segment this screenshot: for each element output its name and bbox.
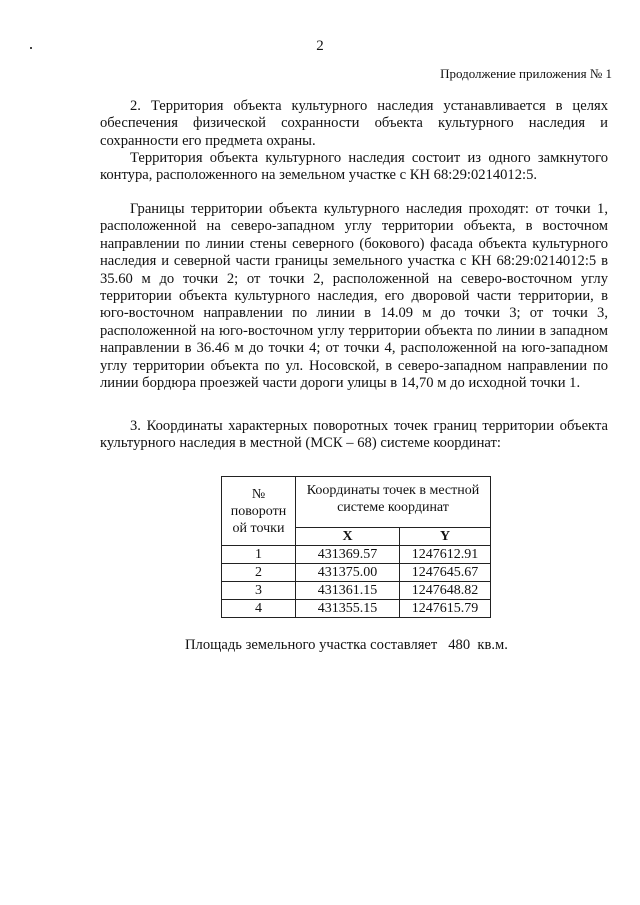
- cell-x: 431369.57: [296, 546, 400, 564]
- scan-speck: [30, 47, 32, 49]
- cell-y: 1247648.82: [400, 582, 491, 600]
- page-number: 2: [316, 38, 324, 54]
- header-point-number: № поворотн ой точки: [222, 477, 296, 546]
- cell-point-number: 4: [222, 600, 296, 618]
- paragraph-territory-boundaries: Границы территории объекта культурного наследия проходят: от точки 1, расположенной на северо-западном углу территории объекта, в восточном направлении по линии стены северного (бокового) фасада объекта культурного наследия и северной части границы земельного участка с КН 68:29:0214012:5 в 35.60 м до точки 2; от точки 2, расположенной на северо-восточном углу территории объекта культурного наследия, его дворовой части территории, в юго-восточном направлении по линии в 14.09 м до точки 3; от точки 3, расположенной на юго-восточном углу территории объекта по линии в западном направлении в 36.46 м до точки 4; от точки 4, расположенной на юго-западном углу территории объекта по ул. Носовской, в северо-западном направлении по линии бордюра проезжей части дороги улицы в 14,70 м до исходной точки 1.: [100, 201, 608, 392]
- cell-point-number: 2: [222, 564, 296, 582]
- cell-y: 1247612.91: [400, 546, 491, 564]
- cell-y: 1247615.79: [400, 600, 491, 618]
- paragraph-territory-purpose: 2. Территория объекта культурного наследия устанавливается в целях обеспечения физической сохранности объекта культурного наследия и сохранности его предмета охраны.: [100, 98, 608, 149]
- header-x: X: [296, 528, 400, 546]
- table-row: [222, 564, 491, 582]
- table-row: [222, 582, 491, 600]
- paragraph-coordinates-intro: 3. Координаты характерных поворотных точек границ территории объекта культурного наследия в местной (МСК – 68) системе координат:: [100, 418, 608, 452]
- appendix-note: Продолжение приложения № 1: [440, 66, 612, 81]
- cell-x: 431375.00: [296, 564, 400, 582]
- table-row: [222, 600, 491, 618]
- paragraph-territory-contour: Территория объекта культурного наследия состоит из одного замкнутого контура, расположенного на земельном участке с КН 68:29:0214012:5.: [100, 150, 608, 184]
- land-area-statement: Площадь земельного участка составляет 480 кв.м.: [185, 637, 508, 653]
- cell-point-number: 1: [222, 546, 296, 564]
- header-y: Y: [400, 528, 491, 546]
- cell-point-number: 3: [222, 582, 296, 600]
- cell-x: 431355.15: [296, 600, 400, 618]
- coordinates-table: [221, 476, 491, 618]
- cell-x: 431361.15: [296, 582, 400, 600]
- cell-y: 1247645.67: [400, 564, 491, 582]
- header-coordinates: Координаты точек в местной системе координат: [296, 477, 491, 528]
- table-row: [222, 546, 491, 564]
